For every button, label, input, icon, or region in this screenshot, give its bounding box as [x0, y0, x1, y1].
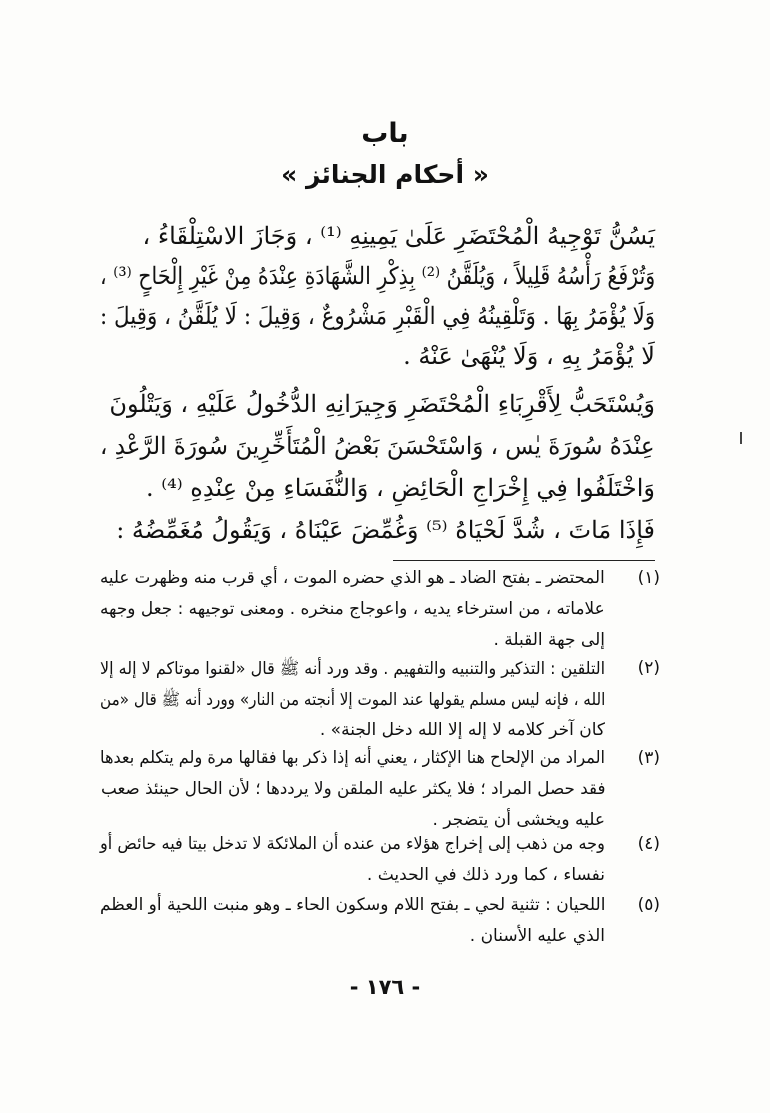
- margin-mark: [740, 432, 742, 444]
- footnote-line: الذي عليه الأسنان .: [469, 926, 605, 946]
- chapter-title: باب: [361, 118, 409, 149]
- footnote-line: الله ، فإنه ليس مسلم يقولها عند الموت إلا أنجته من النار» وورد أنه ﷺ قال «من: [99, 690, 605, 710]
- footnote-number: (٣): [637, 748, 660, 768]
- footnote-number: (٥): [637, 895, 660, 915]
- main-line: وَيُسْتَحَبُّ لِأَقْرِبَاءِ الْمُحْتَضَرِ وَجِيرَانِهِ الدُّخُولُ عَلَيْهِ ، وَيَتْلُونَ: [109, 390, 655, 418]
- footnote-line: اللحيان : تثنية لحي ـ بفتح اللام وسكون الحاء ـ وهو منبت اللحية أو العظم: [99, 895, 605, 915]
- footnote-line: فقد حصل المراد ؛ فلا يكثر عليه الملقن ولا يرددها ؛ لأن الحال حينئذ صعب: [100, 779, 605, 799]
- footnote-divider: [393, 560, 655, 561]
- footnote-line: نفساء ، كما ورد ذلك في الحديث .: [366, 865, 605, 885]
- footnote-line: علاماته ، من استرخاء يديه ، واعوجاج منخره . ومعنى توجيهه : جعل وجهه: [100, 599, 605, 619]
- chapter-subtitle: « أحكام الجنائز »: [281, 160, 489, 189]
- main-line: وَلَا يُؤْمَرُ بِهَا . وَتَلْقِينُهُ فِي الْقَبْرِ مَشْرُوعٌ ، وَقِيلَ : لَا يُلَقَّنُ ، وَقِيلَ :: [99, 302, 655, 330]
- main-line: وَتُرْفَعُ رَأْسُهُ قَلِيلاً ، وَيُلَقَّنُ ⁽²⁾ بِذِكْرِ الشَّهَادَةِ عِنْدَهُ مِنْ غَيْرِ إِلْحَاحٍ ⁽³⁾ ،: [99, 262, 655, 290]
- footnote-line: عليه ويخشى أن يتضجر .: [432, 810, 605, 830]
- footnote-number: (٤): [637, 834, 660, 854]
- footnote-line: المراد من الإلحاح هنا الإكثار ، يعني أنه إذا ذكر بها فقالها مرة ولم يتكلم بعدها: [99, 748, 605, 768]
- main-line: فَإِذَا مَاتَ ، شُدَّ لَحْيَاهُ ⁽⁵⁾ وَغُمِّضَ عَيْنَاهُ ، وَيَقُولُ مُغَمِّضُهُ :: [116, 516, 655, 544]
- footnote-line: المحتضر ـ بفتح الضاد ـ هو الذي حضره الموت ، أي قرب منه وظهرت عليه: [100, 568, 605, 588]
- main-line: لَا يُؤْمَرُ بِهِ ، وَلَا يُنْهَىٰ عَنْهُ .: [403, 342, 655, 370]
- footnote-line: إلى جهة القبلة .: [493, 630, 605, 650]
- footnote-line: التلقين : التذكير والتنبيه والتفهيم . وقد ورد أنه ﷺ قال «لقنوا موتاكم لا إله إلا: [99, 659, 605, 679]
- footnote-line: وجه من ذهب إلى إخراج هؤلاء من عنده أن الملائكة لا تدخل بيتا فيه حائض أو: [100, 834, 605, 854]
- footnote-number: (٢): [637, 658, 660, 678]
- page-number: - ١٧٦ -: [349, 975, 421, 999]
- footnote-line: كان آخر كلامه لا إله إلا الله دخل الجنة» .: [319, 720, 605, 740]
- main-line: وَاخْتَلَفُوا فِي إِخْرَاجِ الْحَائِضِ ، وَالنُّفَسَاءِ مِنْ عِنْدِهِ ⁽⁴⁾ .: [145, 474, 655, 502]
- main-line: يَسُنُّ تَوْجِيهُ الْمُحْتَضَرِ عَلَىٰ يَمِينِهِ ⁽¹⁾ ، وَجَازَ الاسْتِلْقَاءُ ،: [142, 222, 655, 250]
- main-line: عِنْدَهُ سُورَةَ يٰس ، وَاسْتَحْسَنَ بَعْضُ الْمُتَأَخِّرِينَ سُورَةَ الرَّعْدِ ،: [100, 432, 655, 460]
- footnote-number: (١): [637, 568, 660, 588]
